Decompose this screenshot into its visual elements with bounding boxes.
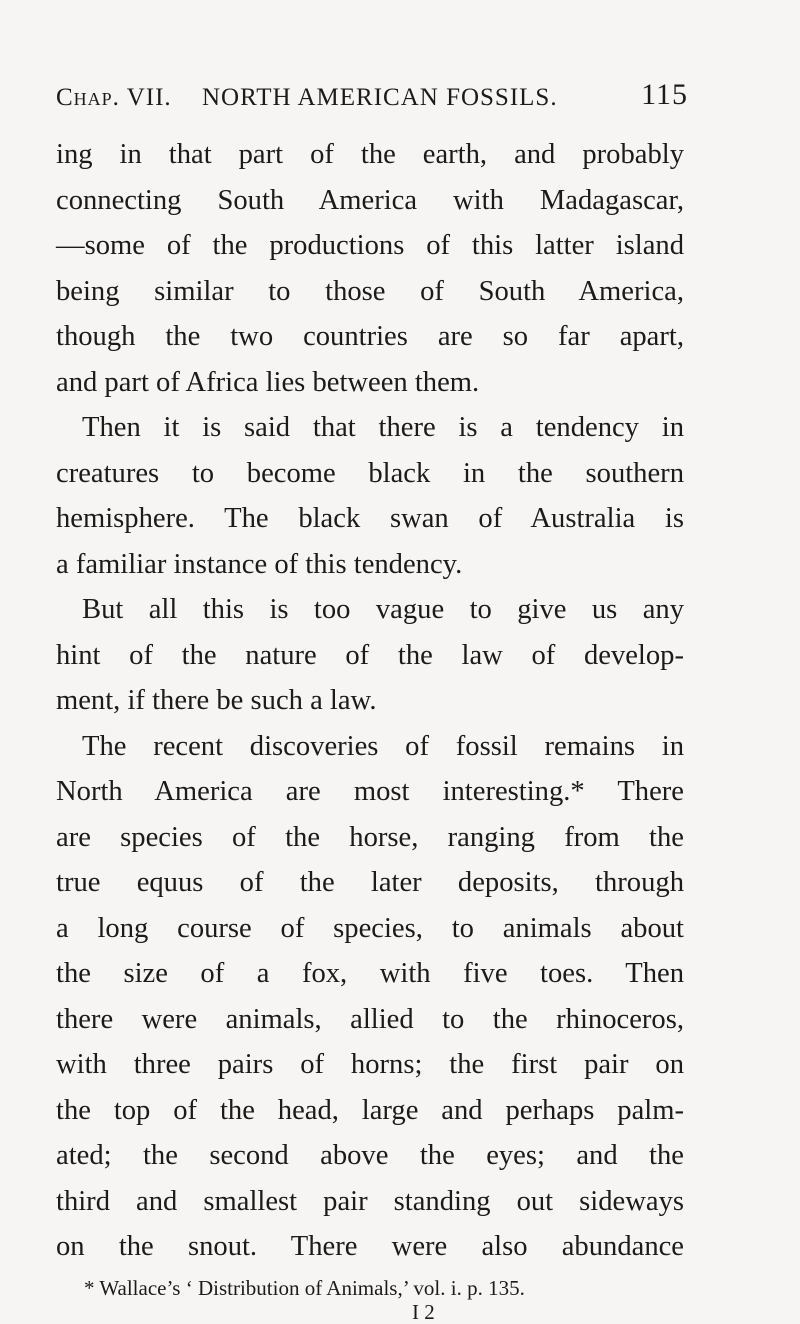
- text-line: creatures to become black in the southern: [56, 457, 684, 489]
- text-line: with three pairs of horns; the first pair on: [56, 1049, 684, 1080]
- book-page: [56, 78, 688, 1324]
- page-number: 115: [641, 78, 688, 111]
- text-line: North America are most interesting.* There: [56, 776, 684, 807]
- text-line: hemisphere. The black swan of Australia is: [56, 503, 684, 534]
- text-line: true equus of the later deposits, through: [56, 867, 684, 898]
- text-line: a familiar instance of this tendency.: [56, 548, 463, 580]
- text-line: But all this is too vague to give us any: [82, 594, 684, 625]
- text-line: ment, if there be such a law.: [56, 685, 377, 716]
- text-line: on the snout. There were also abundance: [56, 1231, 684, 1262]
- text-line: are species of the horse, ranging from the: [56, 821, 684, 853]
- text-line: connecting South America with Madagascar,: [56, 184, 684, 216]
- text-line: the top of the head, large and perhaps palm-: [56, 1094, 684, 1126]
- text-line: being similar to those of South America,: [56, 275, 684, 307]
- text-line: The recent discoveries of fossil remains in: [82, 730, 684, 762]
- text-line: ing in that part of the earth, and probably: [56, 139, 684, 170]
- text-line: Then it is said that there is a tendency in: [82, 412, 684, 443]
- text-line: the size of a fox, with five toes. Then: [56, 958, 684, 989]
- text-line: there were animals, allied to the rhinoceros,: [56, 1003, 684, 1035]
- signature-mark: I 2: [412, 1299, 435, 1324]
- text-line: and part of Africa lies between them.: [56, 366, 480, 398]
- chapter-label: Chap. VII.: [56, 84, 172, 111]
- text-line: a long course of species, to animals about: [56, 912, 684, 944]
- running-title: NORTH AMERICAN FOSSILS.: [202, 84, 558, 111]
- text-line: though the two countries are so far apart,: [56, 321, 684, 352]
- text-line: hint of the nature of the law of develop-: [56, 639, 684, 671]
- footnote: * Wallace’s ‘ Distribution of Animals,’ vol. i. p. 135.: [84, 1275, 525, 1300]
- text-line: third and smallest pair standing out sideways: [56, 1185, 684, 1217]
- text-line: ated; the second above the eyes; and the: [56, 1140, 684, 1171]
- text-line: —some of the productions of this latter island: [56, 230, 684, 261]
- body-text: [56, 132, 684, 1270]
- running-header: [56, 78, 688, 118]
